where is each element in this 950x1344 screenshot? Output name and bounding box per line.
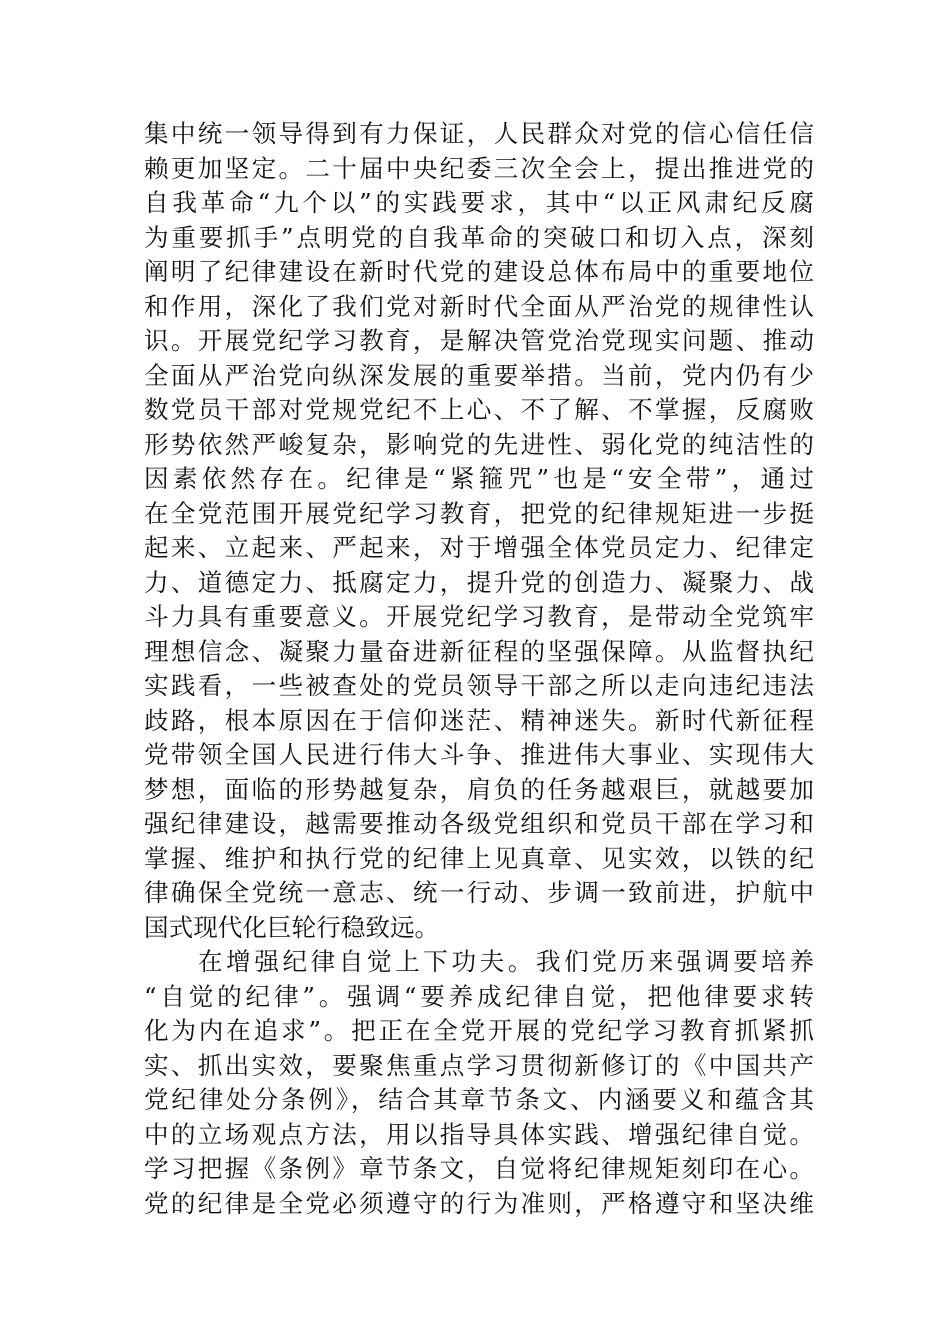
text-line: 形势依然严峻复杂，影响党的先进性、弱化党的纯洁性的 [144, 429, 814, 459]
text-line: 党纪律处分条例》，结合其章节条文、内涵要义和蕴含其 [144, 1085, 814, 1114]
text-line: 实、抓出实效，要聚焦重点学习贯彻新修订的《中国共产 [144, 1050, 814, 1080]
text-line: 赖更加坚定。二十届中央纪委三次全会上，提出推进党的 [144, 153, 814, 183]
text-line: 阐明了纪律建设在新时代党的建设总体布局中的重要地位 [144, 257, 814, 286]
text-line: 理想信念、凝聚力量奋进新征程的坚强保障。从监督执纪 [144, 636, 814, 666]
text-line: “自觉的纪律”。强调“要养成纪律自觉，把他律要求转 [144, 981, 814, 1011]
text-line: 全面从严治党向纵深发展的重要举措。当前，党内仍有少 [144, 360, 814, 390]
text-line: 歧路，根本原因在于信仰迷茫、精神迷失。新时代新征程 [144, 705, 814, 735]
text-line: 学习把握《条例》章节条文，自觉将纪律规矩刻印在心。 [144, 1154, 814, 1183]
text-line: 梦想，面临的形势越复杂，肩负的任务越艰巨，就越要加 [144, 774, 814, 804]
text-line: 强纪律建设，越需要推动各级党组织和党员干部在学习和 [144, 809, 814, 838]
text-line: 掌握、维护和执行党的纪律上见真章、见实效，以铁的纪 [144, 843, 814, 873]
text-line: 因素依然存在。纪律是“紧箍咒”也是“安全带”，通过 [144, 464, 814, 493]
paragraph-first-line: 在增强纪律自觉上下功夫。我们党历来强调要培养 [198, 947, 814, 976]
text-line: 力、道德定力、抵腐定力，提升党的创造力、凝聚力、战 [144, 567, 814, 597]
text-line: 起来、立起来、严起来，对于增强全体党员定力、纪律定 [144, 533, 814, 562]
text-line: 化为内在追求”。把正在全党开展的党纪学习教育抓紧抓 [144, 1016, 814, 1045]
text-line: 集中统一领导得到有力保证，人民群众对党的信心信任信 [144, 119, 814, 148]
text-line: 律确保全党统一意志、统一行动、步调一致前进，护航中 [144, 878, 814, 907]
text-line: 实践看，一些被查处的党员领导干部之所以走向违纪违法 [144, 671, 814, 700]
text-line: 在全党范围开展党纪学习教育，把党的纪律规矩进一步挺 [144, 498, 814, 528]
text-line: 国式现代化巨轮行稳致远。 [144, 912, 440, 942]
body-text [144, 117, 814, 1221]
text-line: 识。开展党纪学习教育，是解决管党治党现实问题、推动 [144, 326, 814, 355]
text-line: 为重要抓手”点明党的自我革命的突破口和切入点，深刻 [144, 222, 814, 252]
text-line: 斗力具有重要意义。开展党纪学习教育，是带动全党筑牢 [144, 602, 814, 631]
text-line: 数党员干部对党规党纪不上心、不了解、不掌握，反腐败 [144, 395, 814, 424]
text-line: 党的纪律是全党必须遵守的行为准则，严格遵守和坚决维 [144, 1188, 814, 1218]
text-line: 中的立场观点方法，用以指导具体实践、增强纪律自觉。 [144, 1119, 814, 1149]
text-line: 党带领全国人民进行伟大斗争、推进伟大事业、实现伟大 [144, 740, 814, 769]
text-line: 和作用，深化了我们党对新时代全面从严治党的规律性认 [144, 291, 814, 321]
text-line: 自我革命“九个以”的实践要求，其中“以正风肃纪反腐 [144, 188, 814, 217]
